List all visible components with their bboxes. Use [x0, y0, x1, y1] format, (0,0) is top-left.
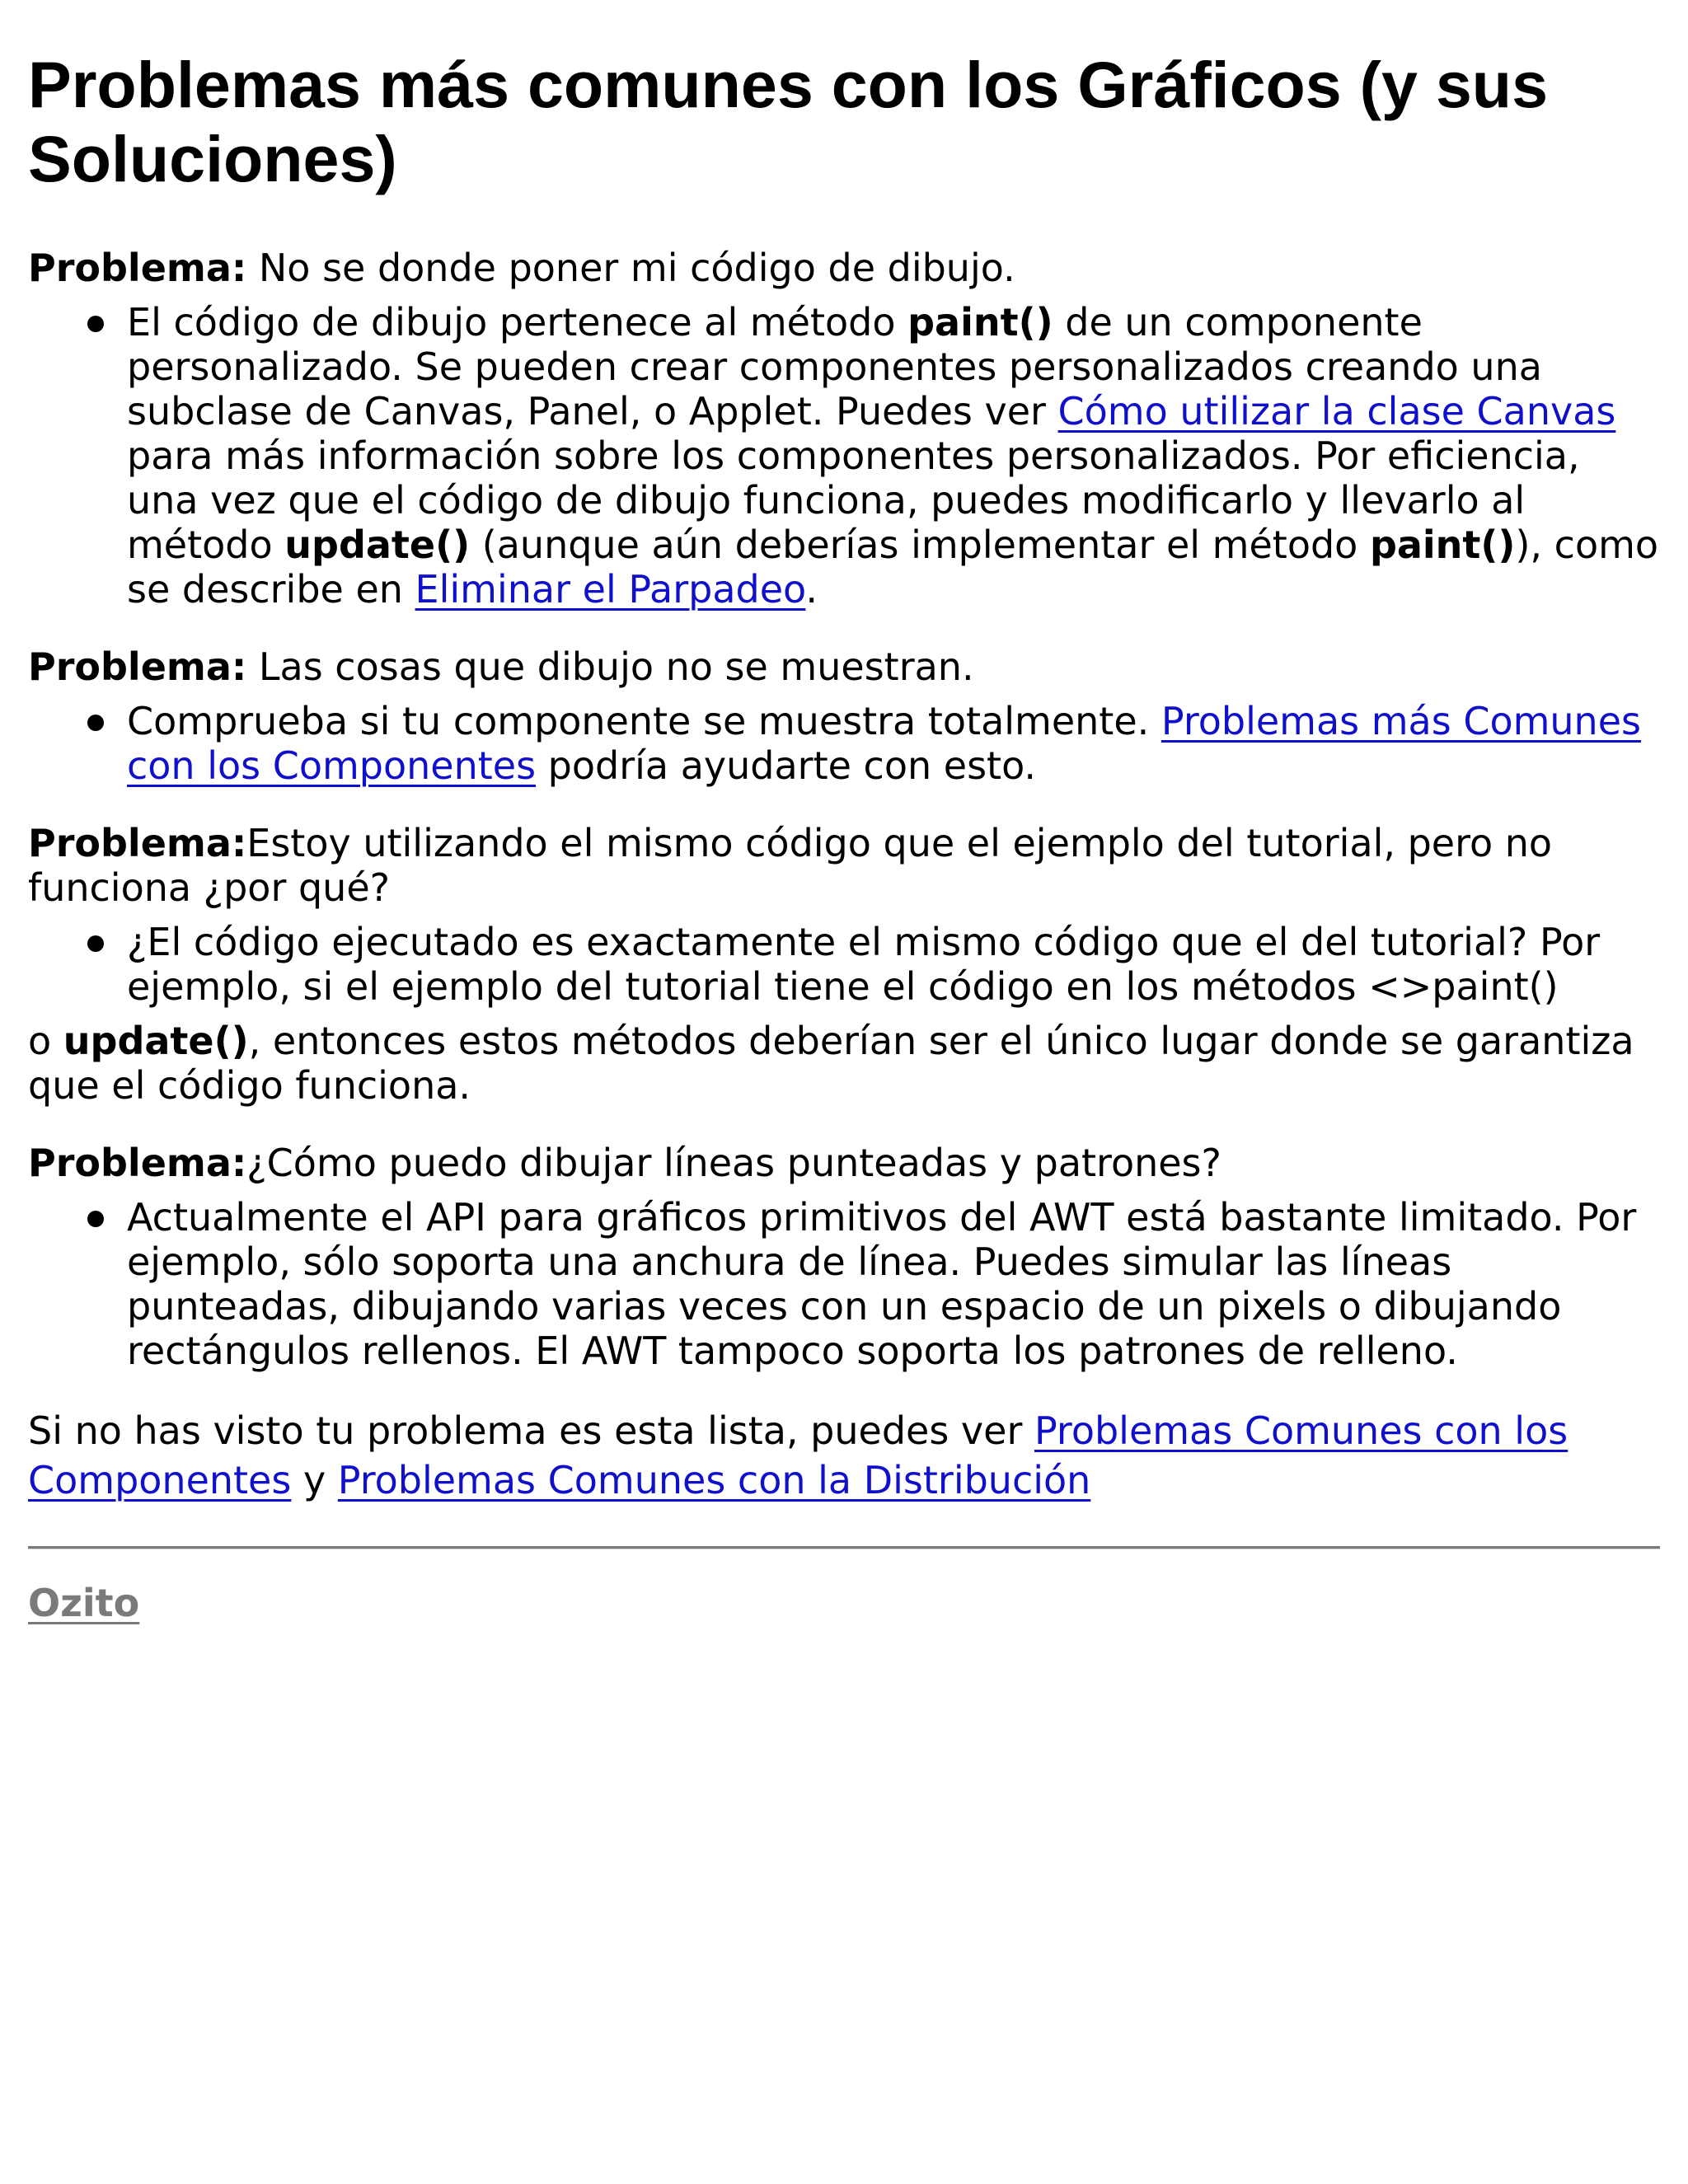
bullet-icon: [87, 316, 104, 332]
list-item: Actualmente el API para gráficos primitivos del AWT está bastante limitado. Por ejemplo, sólo soporta una anchura de línea. Puedes simular las líneas punteadas, dibujando varias veces con un espacio de un pixels o dibujando rectángulos rellenos. El AWT tampoco soporta los patrones de relleno.: [127, 1195, 1660, 1373]
bullet-icon: [87, 1211, 104, 1227]
list-item: Comprueba si tu componente se muestra totalmente. Problemas más Comunes con los Componentes podría ayudarte con esto.: [127, 699, 1660, 788]
problem-1-question: Problema: No se donde poner mi código de dibujo.: [28, 246, 1015, 290]
problem-label: Problema:: [28, 1141, 247, 1185]
bullet-icon: [87, 715, 104, 731]
list-item: El código de dibujo pertenece al método paint() de un componente personalizado. Se pueden crear componentes personalizados creando una subclase de Canvas, Panel, o Applet. Puedes ver Cómo utilizar la clase Canvas para más información sobre los componentes personalizados. Por eficiencia, una vez que el código de dibujo funciona, puedes modificarlo y llevarlo al método update() (aunque aún deberías implementar el método paint()), como se describe en Eliminar el Parpadeo.: [127, 300, 1660, 612]
problem-1-answers: [28, 300, 1660, 612]
problem-3: [28, 821, 1660, 1108]
problem-2-answers: [28, 699, 1660, 788]
list-item: ¿El código ejecutado es exactamente el mismo código que el del tutorial? Por ejemplo, si el ejemplo del tutorial tiene el código en los métodos <>paint(): [127, 920, 1660, 1009]
link-problemas-comunes-distribucion[interactable]: Problemas Comunes con la Distribución: [337, 1458, 1091, 1502]
problem-3-continuation: o update(), entonces estos métodos deberían ser el único lugar donde se garantiza que el código funciona.: [28, 1019, 1634, 1108]
link-eliminar-parpadeo[interactable]: Eliminar el Parpadeo: [415, 567, 806, 612]
page-content: [28, 48, 1660, 1625]
page-title: Problemas más comunes con los Gráficos (y sus Soluciones): [28, 48, 1549, 195]
link-canvas[interactable]: Cómo utilizar la clase Canvas: [1057, 389, 1616, 434]
problem-4-answers: [28, 1195, 1660, 1373]
bullet-icon: [87, 935, 104, 952]
problem-2-question: Problema: Las cosas que dibujo no se muestran.: [28, 644, 974, 689]
link-problemas-comunes-componentes[interactable]: Problemas Comunes con los Componentes: [28, 1408, 1568, 1502]
problem-2: [28, 644, 1660, 788]
problem-label: Problema:: [28, 246, 247, 290]
problem-4: [28, 1141, 1660, 1373]
problem-1: [28, 246, 1660, 612]
link-problemas-componentes[interactable]: Problemas más Comunes con los Componentes: [127, 699, 1641, 788]
problem-4-question: Problema:¿Cómo puedo dibujar líneas punteadas y patrones?: [28, 1141, 1221, 1185]
problem-3-answers: [28, 920, 1660, 1009]
problem-label: Problema:: [28, 644, 247, 689]
problem-label: Problema:: [28, 821, 247, 865]
footer-paragraph: Si no has visto tu problema es esta lista, puedes ver Problemas Comunes con los Componentes y Problemas Comunes con la Distribución: [28, 1408, 1568, 1502]
signature-link[interactable]: Ozito: [28, 1581, 140, 1625]
divider: [28, 1546, 1660, 1549]
problem-3-question: Problema:Estoy utilizando el mismo código que el ejemplo del tutorial, pero no funciona ¿por qué?: [28, 821, 1553, 910]
